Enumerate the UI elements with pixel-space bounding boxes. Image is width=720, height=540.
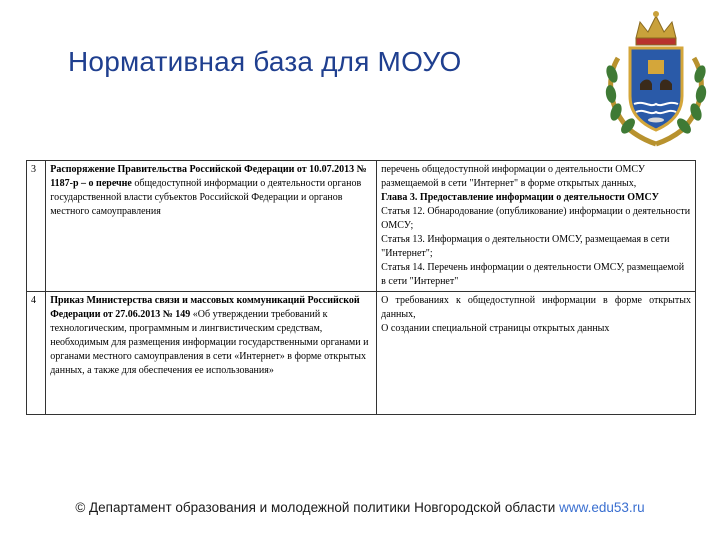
document-title: Распоряжение Правительства Российской Федерации от 10.07.2013 № 1187-р – о перечне	[50, 164, 367, 189]
content-line-2: О создании специальной страницы открытых данных	[381, 323, 610, 334]
document-description: общедоступной информации о деятельности органов государственной власти субъектов Российской Федерации и органов местного самоуправления	[50, 178, 362, 217]
document-title: Приказ Министерства связи и массовых коммуникаций Российской Федерации от 27.06.2013 № 149	[50, 295, 360, 320]
row-number: 4	[27, 292, 46, 415]
table-row	[27, 292, 696, 415]
page-title: Нормативная база для МОУО	[68, 46, 462, 77]
document-cell	[46, 292, 377, 415]
document-cell	[46, 161, 377, 292]
content-article-12: Статья 12. Обнародование (опубликование) информации о деятельности ОМСУ;	[381, 206, 691, 231]
footer	[0, 500, 720, 515]
footer-link[interactable]: www.edu53.ru	[559, 500, 645, 515]
table-row	[27, 161, 696, 292]
content-cell	[377, 161, 696, 292]
normative-table	[26, 160, 696, 415]
content-line-1: О требованиях к общедоступной информации в форме открытых данных,	[381, 295, 691, 320]
content-chapter: Глава 3. Предоставление информации о деятельности ОМСУ	[381, 192, 659, 203]
content-intro: перечень общедоступной информации о деятельности ОМСУ размещаемой в сети "Интернет" в форме открытых данных,	[381, 164, 645, 189]
row-number: 3	[27, 161, 46, 292]
content-article-14: Статья 14. Перечень информации о деятельности ОМСУ, размещаемой в сети "Интернет"	[381, 262, 685, 287]
content-cell	[377, 292, 696, 415]
footer-text: © Департамент образования и молодежной политики Новгородской области	[75, 500, 556, 515]
content-article-13: Статья 13. Информация о деятельности ОМСУ, размещаемая в сети "Интернет";	[381, 234, 670, 259]
document-description: «Об утверждении требований к технологическим, программным и лингвистическим средствам, необходимым для размещения информации государственными органами и органами местного самоуправления в сети «Интернет» в форме открытых данных, а также для обеспечения ее использования»	[50, 309, 369, 376]
coat-of-arms-icon	[600, 8, 712, 148]
